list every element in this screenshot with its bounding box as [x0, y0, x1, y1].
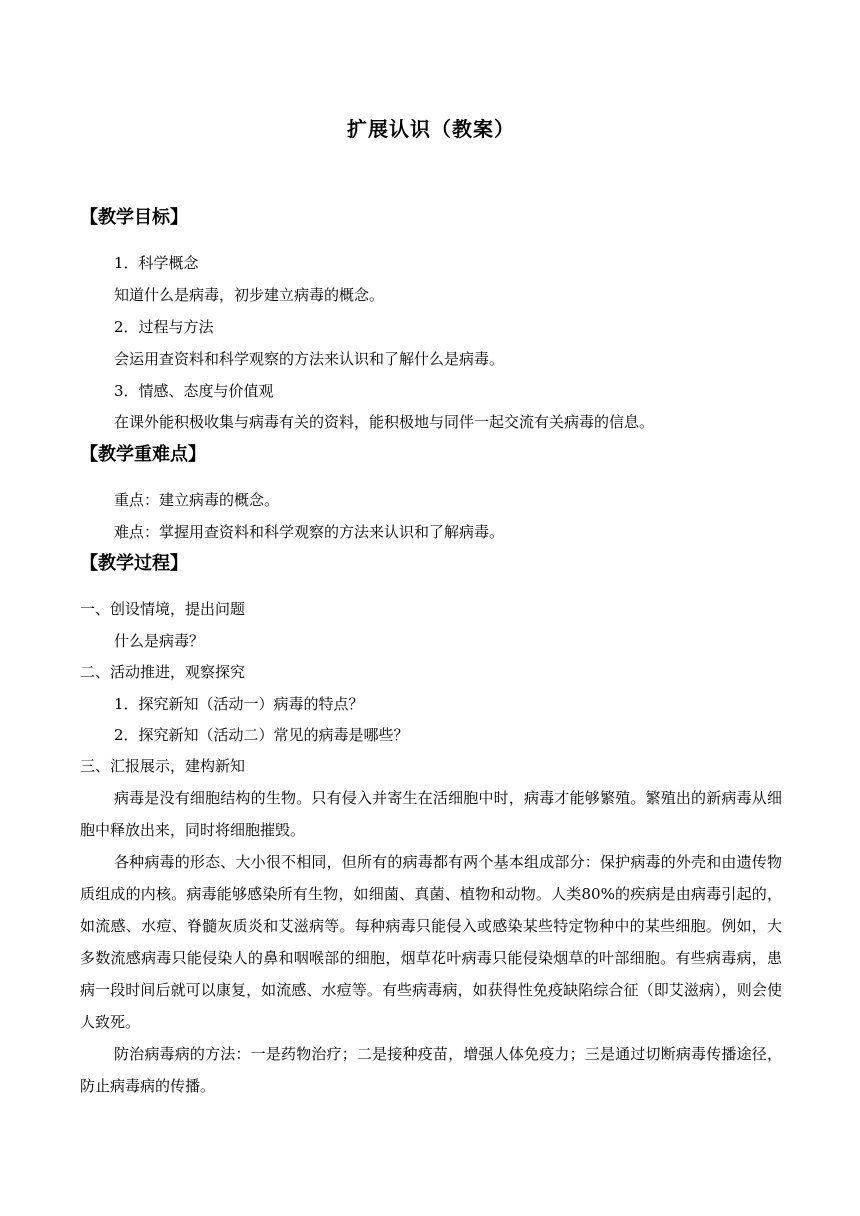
- objective-3-text: 在课外能积极收集与病毒有关的资料，能积极地与同伴一起交流有关病毒的信息。: [114, 413, 655, 431]
- section-1-question: 什么是病毒？: [114, 632, 205, 650]
- difficulty-point: 难点：掌握用查资料和科学观察的方法来认识和了解病毒。: [114, 523, 505, 541]
- key-points-heading: 【教学重难点】: [80, 444, 206, 465]
- paragraph-prevention: 防治病毒病的方法：一是药物治疗；二是接种疫苗，增强人体免疫力；三是通过切断病毒传播途径，防止病毒病的传播。: [80, 1045, 782, 1095]
- section-1-title: 一、创设情境，提出问题: [80, 600, 246, 618]
- section-2-title: 二、活动推进，观察探究: [80, 663, 246, 681]
- activity-2: 2．探究新知（活动二）常见的病毒是哪些？: [114, 726, 409, 744]
- paragraph-virus-structure: 各种病毒的形态、大小很不相同，但所有的病毒都有两个基本组成部分：保护病毒的外壳和由遗传物质组成的内核。病毒能够感染所有生物，如细菌、真菌、植物和动物。人类80%的疾病是由病毒引起的，如流感、水痘、脊髓灰质炎和艾滋病等。每种病毒只能侵入或感染某些特定物种中的某些细胞。例如，大多数流感病毒只能侵染人的鼻和咽喉部的细胞，烟草花叶病毒只能侵染烟草的叶部细胞。有些病毒病，患病一段时间后就可以康复，如流感、水痘等。有些病毒病，如获得性免疫缺陷综合征（即艾滋病），则会使人致死。: [80, 853, 782, 1031]
- section-3-title: 三、汇报展示，建构新知: [80, 757, 246, 775]
- objective-3-label: 3．情感、态度与价值观: [114, 382, 274, 400]
- key-point: 重点：建立病毒的概念。: [114, 491, 280, 509]
- activity-1: 1．探究新知（活动一）病毒的特点？: [114, 695, 364, 713]
- objectives-heading: 【教学目标】: [80, 207, 188, 228]
- process-heading: 【教学过程】: [80, 553, 188, 574]
- paragraph-virus-definition: 病毒是没有细胞结构的生物。只有侵入并寄生在活细胞中时，病毒才能够繁殖。繁殖出的新病毒从细胞中释放出来，同时将细胞摧毁。: [80, 789, 782, 839]
- objective-2-text: 会运用查资料和科学观察的方法来认识和了解什么是病毒。: [114, 350, 505, 368]
- objective-1-label: 1．科学概念: [114, 254, 199, 272]
- objective-1-text: 知道什么是病毒，初步建立病毒的概念。: [114, 286, 385, 304]
- objective-2-label: 2．过程与方法: [114, 318, 214, 336]
- document-title: 扩展认识（教案）: [347, 117, 515, 141]
